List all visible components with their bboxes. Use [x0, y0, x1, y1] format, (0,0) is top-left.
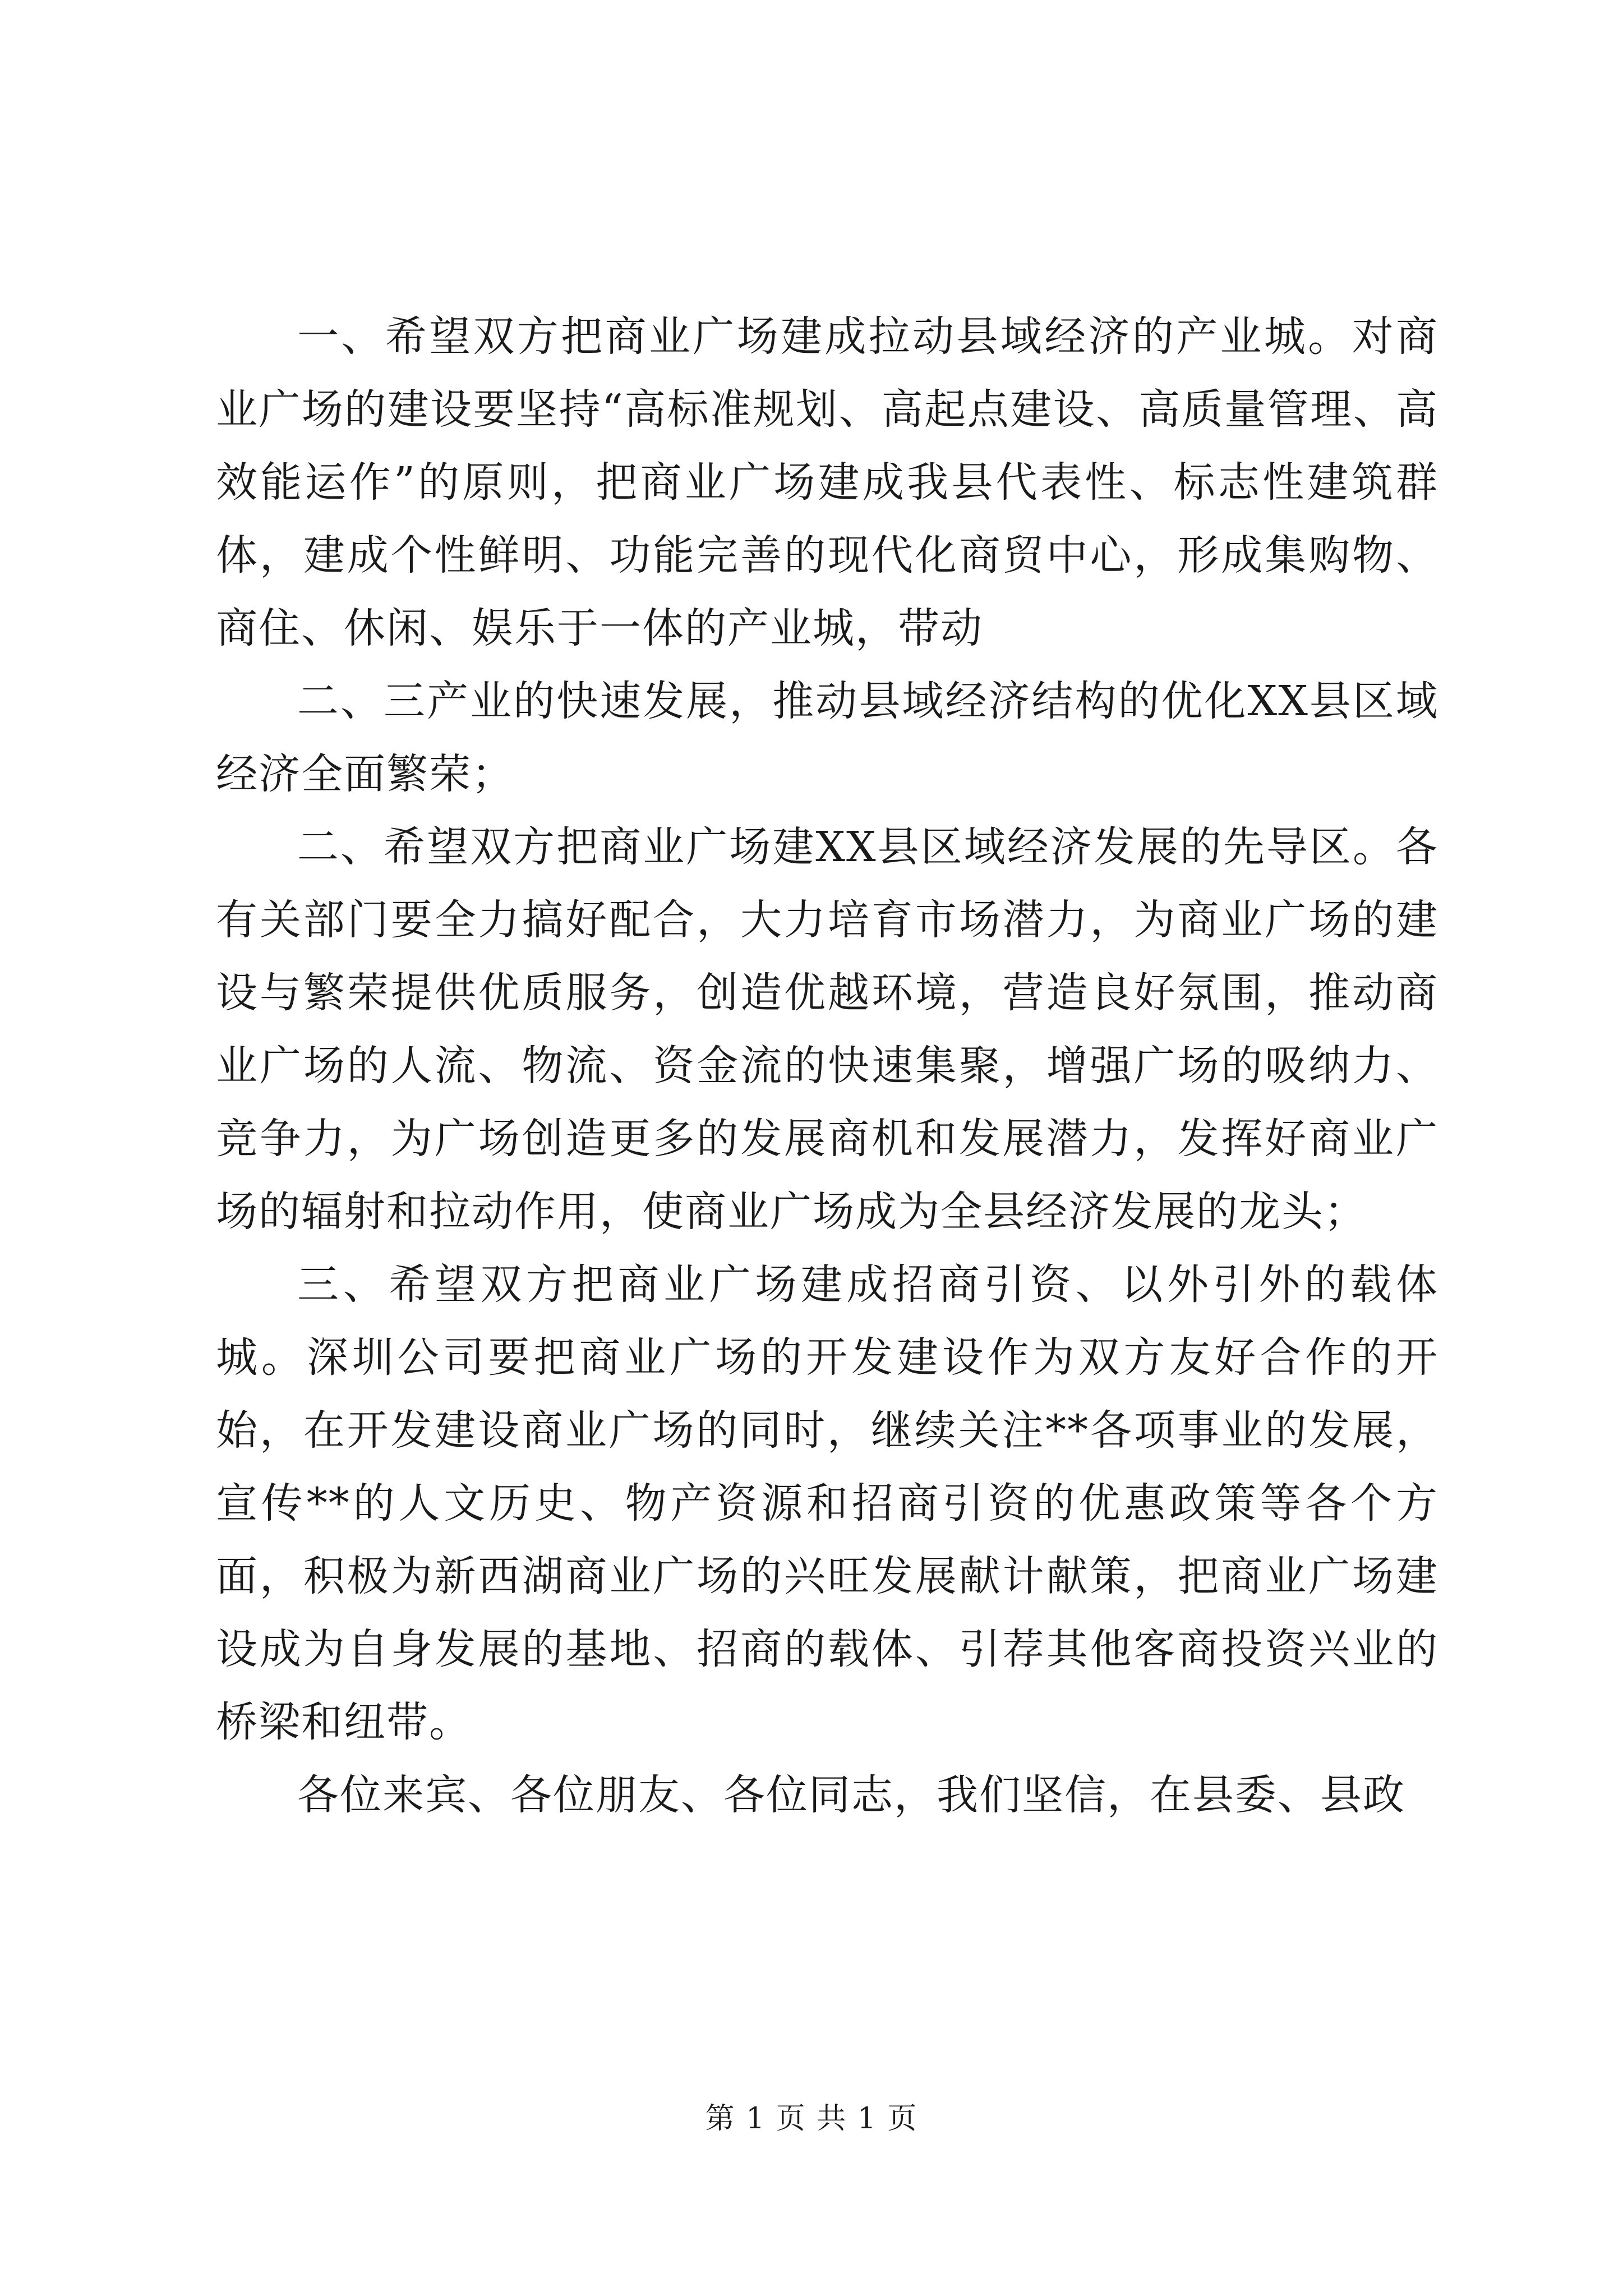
- paragraph-4: 三、希望双方把商业广场建成招商引资、以外引外的载体城。深圳公司要把商业广场的开发建设作为双方友好合作的开始，在开发建设商业广场的同时，继续关注**各项事业的发展，宣传**的人文历史、物产资源和招商引资的优惠政策等各个方面，积极为新西湖商业广场的兴旺发展献计献策，把商业广场建设成为自身发展的基地、招商的载体、引荐其他客商投资兴业的桥梁和纽带。: [216, 1260, 1438, 1746]
- paragraph-5: 各位来宾、各位朋友、各位同志，我们坚信，在县委、县政: [297, 1771, 1405, 1819]
- paragraph-1: 一、希望双方把商业广场建成拉动县域经济的产业城。对商业广场的建设要坚持“高标准规划、高起点建设、高质量管理、高效能运作”的原则，把商业广场建成我县代表性、标志性建筑群体，建成个性鲜明、功能完善的现代化商贸中心，形成集购物、商住、休闲、娱乐于一体的产业城，带动: [216, 312, 1438, 652]
- document-body: [216, 300, 1438, 1832]
- paragraph-2: 二、三产业的快速发展，推动县域经济结构的优化XX县区域经济全面繁荣；: [216, 677, 1438, 798]
- page-number-footer: 第 1 页 共 1 页: [705, 2102, 918, 2136]
- paragraph-3: 二、希望双方把商业广场建XX县区域经济发展的先导区。各有关部门要全力搞好配合，大力培育市场潜力，为商业广场的建设与繁荣提供优质服务，创造优越环境，营造良好氛围，推动商业广场的人流、物流、资金流的快速集聚，增强广场的吸纳力、竞争力，为广场创造更多的发展商机和发展潜力，发挥好商业广场的辐射和拉动作用，使商业广场成为全县经济发展的龙头；: [216, 823, 1438, 1236]
